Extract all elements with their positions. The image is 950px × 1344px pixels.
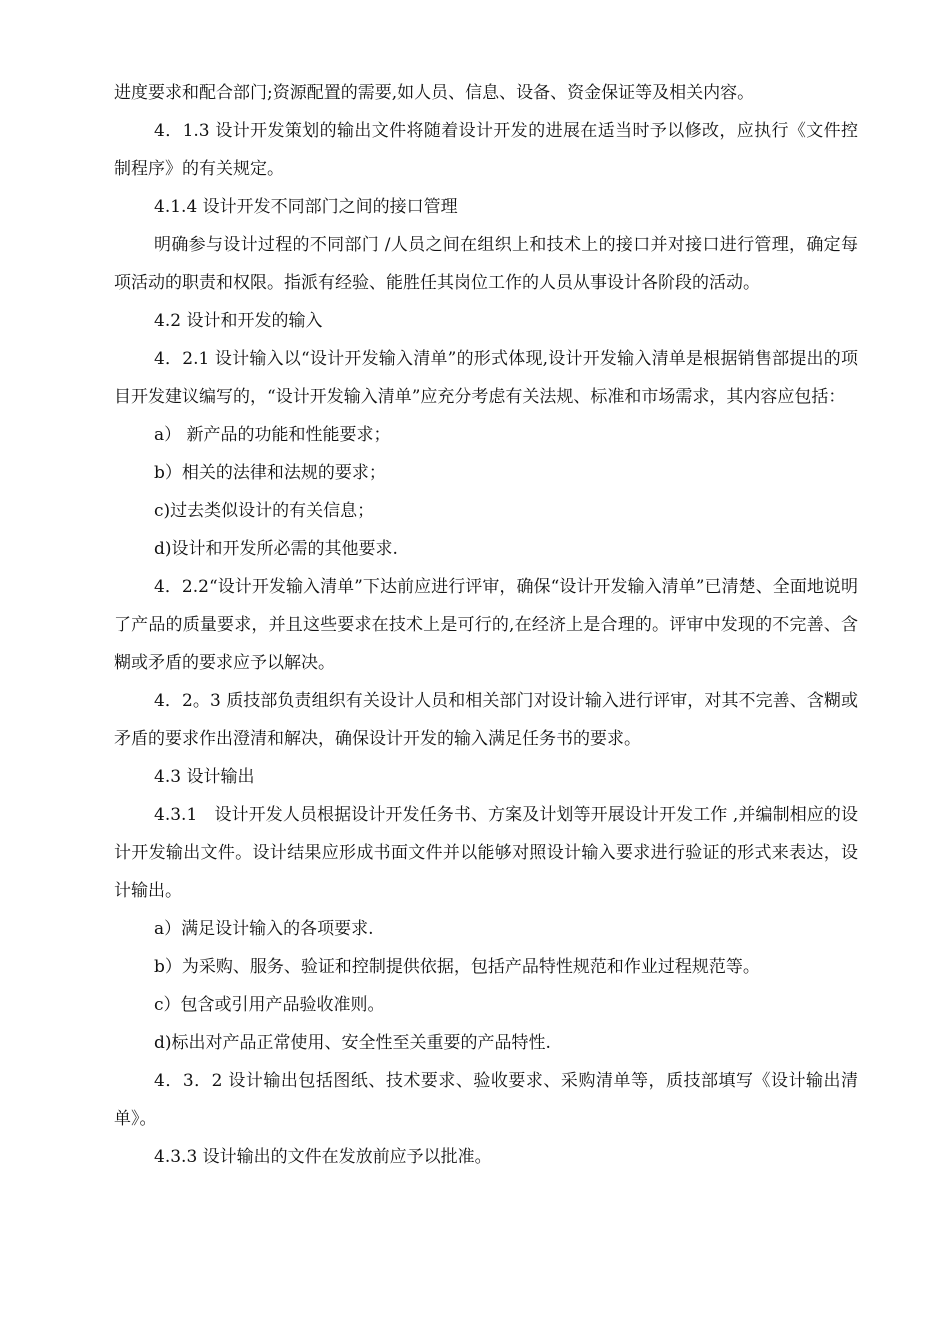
heading-4-1-4: 4.1.4 设计开发不同部门之间的接口管理: [154, 197, 458, 217]
list-item-b: b）相关的法律和法规的要求；: [154, 463, 386, 483]
output-list-item-d: d)标出对产品正常使用、安全性至关重要的产品特性.: [154, 1033, 551, 1053]
paragraph-continuation: 进度要求和配合部门;资源配置的需要,如人员、信息、设备、资金保证等及相关内容。: [114, 83, 755, 103]
output-list-item-b: b）为采购、服务、验证和控制提供依据，包括产品特性规范和作业过程规范等。: [154, 957, 760, 977]
heading-4-3: 4.3 设计输出: [154, 767, 255, 787]
heading-4-2: 4.2 设计和开发的输入: [154, 311, 323, 331]
paragraph-4-1-3: 4．1.3 设计开发策划的输出文件将随着设计开发的进展在适当时予以修改，应执行《文件控制程序》的有关规定。: [114, 121, 858, 179]
list-item-a: a） 新产品的功能和性能要求；: [154, 425, 391, 445]
document-body: [114, 74, 858, 1176]
paragraph-4-2-1: 4．2.1 设计输入以“设计开发输入清单”的形式体现,设计开发输入清单是根据销售部提出的项目开发建议编写的，“设计开发输入清单”应充分考虑有关法规、标准和市场需求，其内容应包括：: [114, 349, 858, 407]
list-item-c: c)过去类似设计的有关信息；: [154, 501, 375, 521]
paragraph-4-2-3: 4．2。3 质技部负责组织有关设计人员和相关部门对设计输入进行评审，对其不完善、含糊或矛盾的要求作出澄清和解决，确保设计开发的输入满足任务书的要求。: [114, 691, 858, 749]
output-list-item-a: a）满足设计输入的各项要求.: [154, 919, 374, 939]
paragraph-interface-management: 明确参与设计过程的不同部门 /人员之间在组织上和技术上的接口并对接口进行管理，确定每项活动的职责和权限。指派有经验、能胜任其岗位工作的人员从事设计各阶段的活动。: [114, 235, 858, 293]
list-item-d: d)设计和开发所必需的其他要求.: [154, 539, 398, 559]
output-list-item-c: c）包含或引用产品验收准则。: [154, 995, 385, 1015]
paragraph-4-3-1: 4.3.1 设计开发人员根据设计开发任务书、方案及计划等开展设计开发工作 ,并编制相应的设计开发输出文件。设计结果应形成书面文件并以能够对照设计输入要求进行验证的形式来表达，设计输出。: [114, 805, 858, 901]
paragraph-4-2-2: 4．2.2“设计开发输入清单”下达前应进行评审，确保“设计开发输入清单”已清楚、全面地说明了产品的质量要求，并且这些要求在技术上是可行的,在经济上是合理的。评审中发现的不完善、含糊或矛盾的要求应予以解决。: [114, 577, 858, 673]
paragraph-4-3-3: 4.3.3 设计输出的文件在发放前应予以批准。: [154, 1147, 492, 1167]
paragraph-4-3-2: 4．3．2 设计输出包括图纸、技术要求、验收要求、采购清单等，质技部填写《设计输出清单》。: [114, 1071, 858, 1129]
